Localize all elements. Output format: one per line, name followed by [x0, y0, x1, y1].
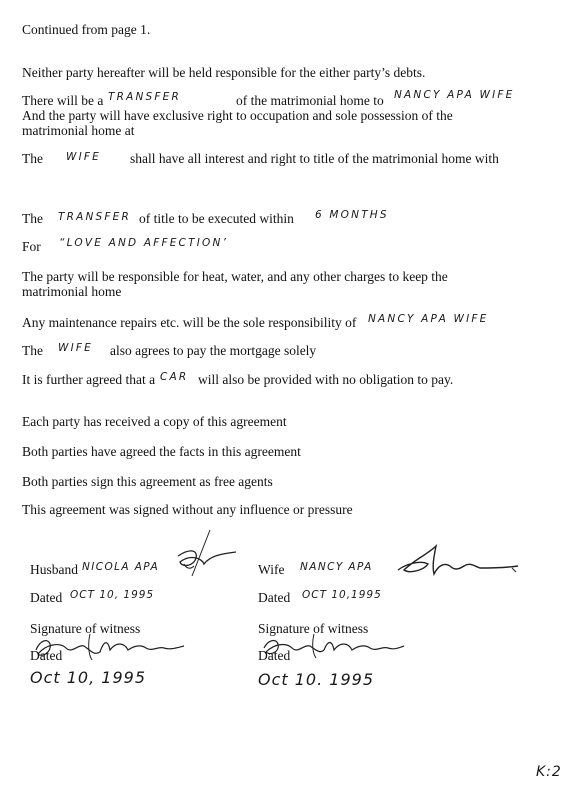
mortgage-party: WIFE [58, 342, 93, 354]
husband-label: Husband [30, 562, 78, 577]
occupation-clause-line2: matrimonial home at [22, 123, 135, 138]
transfer-value: TRANSFER [108, 91, 181, 103]
husband-witness-label: Signature of witness [30, 621, 141, 636]
car-clause-prefix: It is further agreed that a [22, 372, 156, 387]
car-value: CAR [160, 371, 189, 383]
husband-signature [150, 528, 250, 578]
title-value: TRANSFER [58, 211, 131, 223]
wife-name: NANCY APA [300, 561, 373, 573]
wife-witness-dated-label: Dated [258, 648, 291, 663]
wife-witness-date: Oct 10. 1995 [258, 670, 374, 689]
mortgage-clause-prefix: The [22, 343, 43, 358]
statement-copy: Each party has received a copy of this agreement [22, 414, 287, 429]
charges-clause-line2: matrimonial home [22, 284, 122, 299]
interest-clause-suffix: shall have all interest and right to title of the matrimonial home with [130, 151, 499, 166]
wife-label: Wife [258, 562, 285, 577]
interest-party: WIFE [66, 151, 101, 163]
wife-date: OCT 10,1995 [302, 589, 382, 601]
continued-note: Continued from page 1. [22, 22, 151, 37]
statement-free-agents: Both parties sign this agreement as free agents [22, 474, 273, 489]
repairs-clause-prefix: Any maintenance repairs etc. will be the sole responsibility of [22, 315, 357, 330]
page-mark: K:2 [536, 764, 562, 780]
wife-signature [394, 540, 524, 580]
husband-witness-date: Oct 10, 1995 [30, 668, 146, 687]
mortgage-clause-suffix: also agrees to pay the mortgage solely [110, 343, 317, 358]
husband-date: OCT 10, 1995 [70, 589, 155, 601]
transfer-recipient: NANCY APA WIFE [394, 89, 515, 101]
wife-witness-label: Signature of witness [258, 621, 369, 636]
for-value: “LOVE AND AFFECTION’ [59, 237, 229, 249]
charges-clause-line1: The party will be responsible for heat, water, and any other charges to keep the [22, 269, 448, 284]
transfer-clause-prefix: There will be a [22, 93, 104, 108]
title-clause-middle: of title to be executed within [139, 211, 294, 226]
car-clause-suffix: will also be provided with no obligation to pay. [198, 372, 454, 387]
title-period: 6 MONTHS [315, 209, 389, 221]
debts-clause: Neither party hereafter will be held responsible for the either party’s debts. [22, 65, 426, 80]
interest-clause-prefix: The [22, 151, 43, 166]
husband-name: NICOLA APA [82, 561, 160, 573]
husband-witness-dated-label: Dated [30, 648, 63, 663]
statement-no-pressure: This agreement was signed without any influence or pressure [22, 502, 353, 517]
repairs-party: NANCY APA WIFE [368, 313, 489, 325]
for-clause-prefix: For [22, 239, 41, 254]
wife-dated-label: Dated [258, 590, 291, 605]
transfer-clause-middle: of the matrimonial home to [236, 93, 384, 108]
statement-facts: Both parties have agreed the facts in this agreement [22, 444, 301, 459]
occupation-clause-line1: And the party will have exclusive right to occupation and sole possession of the [22, 108, 453, 123]
title-clause-prefix: The [22, 211, 43, 226]
husband-dated-label: Dated [30, 590, 63, 605]
